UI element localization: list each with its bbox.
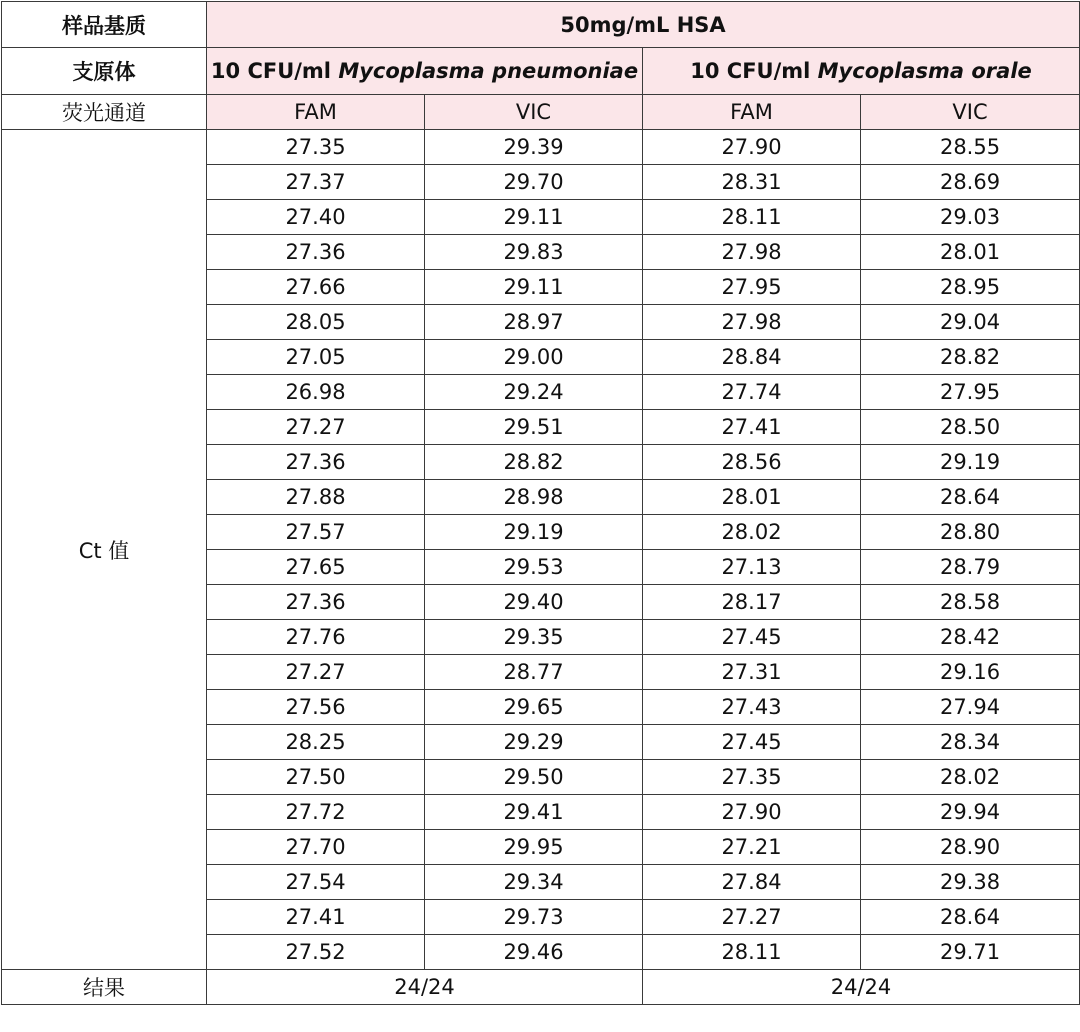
ct-value-cell: 27.37 [207, 165, 425, 200]
ct-value-cell: 27.36 [207, 585, 425, 620]
ct-value-cell: 28.82 [861, 340, 1080, 375]
ct-value-cell: 28.56 [643, 445, 861, 480]
ct-value-cell: 27.40 [207, 200, 425, 235]
ct-value-cell: 28.01 [643, 480, 861, 515]
ct-value-cell: 27.84 [643, 865, 861, 900]
ct-value-cell: 27.88 [207, 480, 425, 515]
ct-value-cell: 27.45 [643, 620, 861, 655]
ct-value-cell: 27.54 [207, 865, 425, 900]
ct-value-cell: 29.71 [861, 935, 1080, 970]
pathogen-header-2 [643, 48, 1080, 95]
ct-value-cell: 28.50 [861, 410, 1080, 445]
ct-value-cell: 29.53 [425, 550, 643, 585]
ct-value-cell: 28.69 [861, 165, 1080, 200]
ct-value-cell: 27.41 [643, 410, 861, 445]
ct-value-cell: 28.02 [861, 760, 1080, 795]
ct-value-cell: 27.98 [643, 235, 861, 270]
ct-value-cell: 29.11 [425, 270, 643, 305]
ct-value-cell: 29.29 [425, 725, 643, 760]
ct-value-cell: 29.94 [861, 795, 1080, 830]
pathogen-2-species: Mycoplasma orale [817, 59, 1032, 83]
result-value: 24/24 [207, 970, 643, 1005]
ct-value-cell: 28.90 [861, 830, 1080, 865]
ct-value-cell: 27.35 [643, 760, 861, 795]
ct-value-cell: 29.39 [425, 130, 643, 165]
header-row-pathogen [2, 48, 1080, 95]
ct-value-cell: 28.01 [861, 235, 1080, 270]
ct-value-cell: 28.98 [425, 480, 643, 515]
pathogen-2-concentration: 10 CFU/ml [690, 59, 818, 83]
channel-header: FAM [207, 95, 425, 130]
ct-value-cell: 28.84 [643, 340, 861, 375]
ct-value-cell: 27.43 [643, 690, 861, 725]
result-row [2, 970, 1080, 1005]
ct-value-cell: 28.02 [643, 515, 861, 550]
ct-value-cell: 29.19 [425, 515, 643, 550]
ct-value-cell: 27.36 [207, 235, 425, 270]
channel-header: VIC [425, 95, 643, 130]
ct-value-cell: 29.04 [861, 305, 1080, 340]
channel-header: VIC [861, 95, 1080, 130]
ct-value-cell: 27.41 [207, 900, 425, 935]
ct-value-cell: 27.27 [207, 410, 425, 445]
ct-value-cell: 28.95 [861, 270, 1080, 305]
pathogen-1-concentration: 10 CFU/ml [210, 59, 339, 83]
ct-value-cell: 27.90 [643, 130, 861, 165]
ct-value-cell: 27.72 [207, 795, 425, 830]
ct-value-cell: 28.11 [643, 200, 861, 235]
ct-value-cell: 27.94 [861, 690, 1080, 725]
ct-value-cell: 27.13 [643, 550, 861, 585]
ct-value-cell: 27.27 [643, 900, 861, 935]
ct-value-cell: 27.50 [207, 760, 425, 795]
ct-value-cell: 27.74 [643, 375, 861, 410]
ct-value-cell: 27.70 [207, 830, 425, 865]
ct-value-cell: 28.58 [861, 585, 1080, 620]
ct-value-cell: 28.77 [425, 655, 643, 690]
ct-value-cell: 29.19 [861, 445, 1080, 480]
ct-value-cell: 29.46 [425, 935, 643, 970]
ct-value-cell: 29.51 [425, 410, 643, 445]
ct-value-cell: 29.73 [425, 900, 643, 935]
ct-value-label: Ct 值 [2, 130, 207, 970]
ct-value-cell: 27.65 [207, 550, 425, 585]
ct-value-cell: 27.90 [643, 795, 861, 830]
matrix-value: 50mg/mL HSA [207, 2, 1080, 48]
header-row-matrix [2, 2, 1080, 48]
ct-value-cell: 28.05 [207, 305, 425, 340]
ct-value-cell: 27.27 [207, 655, 425, 690]
ct-value-cell: 28.55 [861, 130, 1080, 165]
table-row [2, 130, 1080, 165]
ct-value-cell: 27.98 [643, 305, 861, 340]
ct-value-cell: 29.50 [425, 760, 643, 795]
pathogen-header-1 [207, 48, 643, 95]
ct-value-cell: 27.95 [643, 270, 861, 305]
ct-value-cell: 29.41 [425, 795, 643, 830]
ct-value-cell: 28.11 [643, 935, 861, 970]
ct-value-cell: 29.34 [425, 865, 643, 900]
ct-value-cell: 27.56 [207, 690, 425, 725]
ct-value-cell: 28.80 [861, 515, 1080, 550]
ct-value-cell: 29.24 [425, 375, 643, 410]
ct-value-cell: 27.76 [207, 620, 425, 655]
ct-value-cell: 29.16 [861, 655, 1080, 690]
ct-value-cell: 29.83 [425, 235, 643, 270]
ct-value-cell: 28.64 [861, 480, 1080, 515]
ct-value-cell: 27.52 [207, 935, 425, 970]
ct-value-cell: 29.38 [861, 865, 1080, 900]
ct-value-cell: 28.25 [207, 725, 425, 760]
ct-value-cell: 29.40 [425, 585, 643, 620]
ct-value-cell: 27.05 [207, 340, 425, 375]
ct-value-cell: 29.35 [425, 620, 643, 655]
ct-value-cell: 27.35 [207, 130, 425, 165]
ct-value-cell: 29.00 [425, 340, 643, 375]
ct-value-cell: 28.79 [861, 550, 1080, 585]
ct-value-cell: 28.17 [643, 585, 861, 620]
pathogen-1-species: Mycoplasma pneumoniae [338, 59, 639, 83]
ct-value-cell: 27.66 [207, 270, 425, 305]
ct-value-cell: 27.36 [207, 445, 425, 480]
channel-header: FAM [643, 95, 861, 130]
ct-value-cell: 28.42 [861, 620, 1080, 655]
pathogen-label: 支原体 [2, 48, 207, 95]
ct-value-cell: 29.11 [425, 200, 643, 235]
ct-value-cell: 28.64 [861, 900, 1080, 935]
ct-value-cell: 29.70 [425, 165, 643, 200]
channel-label: 荧光通道 [2, 95, 207, 130]
ct-value-cell: 27.31 [643, 655, 861, 690]
result-label: 结果 [2, 970, 207, 1005]
ct-value-cell: 28.34 [861, 725, 1080, 760]
ct-value-cell: 27.95 [861, 375, 1080, 410]
ct-value-cell: 29.03 [861, 200, 1080, 235]
ct-results-table [1, 1, 1080, 1005]
ct-value-cell: 27.21 [643, 830, 861, 865]
ct-value-cell: 28.82 [425, 445, 643, 480]
ct-value-cell: 29.95 [425, 830, 643, 865]
ct-value-cell: 28.31 [643, 165, 861, 200]
ct-value-cell: 27.45 [643, 725, 861, 760]
ct-value-cell: 26.98 [207, 375, 425, 410]
result-value: 24/24 [643, 970, 1080, 1005]
ct-value-cell: 29.65 [425, 690, 643, 725]
ct-value-cell: 28.97 [425, 305, 643, 340]
header-row-channel [2, 95, 1080, 130]
ct-value-cell: 27.57 [207, 515, 425, 550]
matrix-label: 样品基质 [2, 2, 207, 48]
